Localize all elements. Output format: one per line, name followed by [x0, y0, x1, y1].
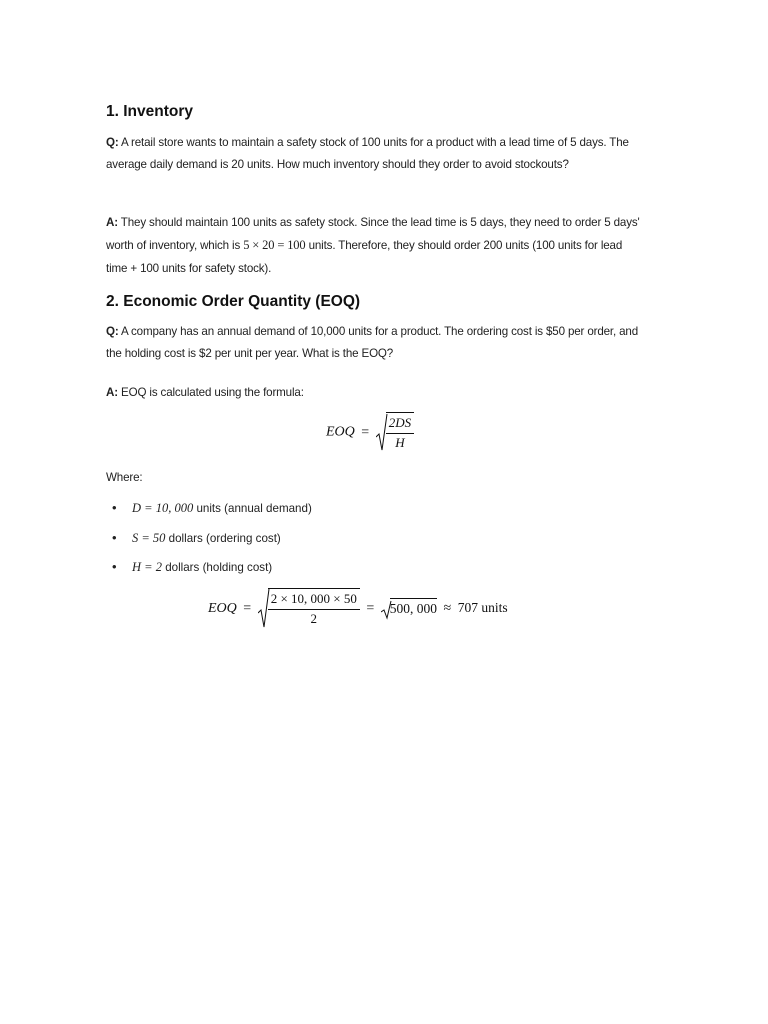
- answer-text-part1: They should maintain 100 units as safety stock. Since the lead time is 5 days, they need to order 5 days' worth of inventory, which is: [106, 216, 640, 253]
- question-label: Q:: [106, 325, 119, 338]
- question-text: A company has an annual demand of 10,000 units for a product. The ordering cost is $50 per order, and the holding cost is $2 per unit per year. What is the EOQ?: [106, 325, 639, 361]
- formula-denominator: H: [395, 435, 405, 450]
- variable-description: dollars (holding cost): [161, 561, 273, 574]
- list-item: [106, 524, 646, 554]
- answer-label: A:: [106, 216, 118, 229]
- answer-text: EOQ is calculated using the formula:: [117, 386, 304, 399]
- formula-fraction: [386, 415, 414, 451]
- approx-sign: ≈: [443, 601, 452, 617]
- square-root-value: [381, 598, 437, 620]
- where-label: Where:: [106, 471, 143, 484]
- question-eoq: [106, 321, 646, 366]
- variable-math: H = 2: [132, 560, 162, 574]
- root-value: 500, 000: [390, 598, 437, 617]
- square-root: [258, 588, 360, 630]
- variable-list: [106, 494, 646, 583]
- formula-result: 707 units: [457, 600, 508, 616]
- section-heading-inventory: 1. Inventory: [106, 103, 193, 120]
- question-inventory: [106, 132, 646, 177]
- formula-equals-2: =: [366, 601, 375, 617]
- inline-math-calculation: 5 × 20 = 100: [243, 238, 306, 253]
- answer-label: A:: [106, 386, 118, 399]
- question-text: A retail store wants to maintain a safety stock of 100 units for a product with a lead time of 5 days. The average daily demand is 20 units. How much inventory should they order to avoid stockouts?: [106, 136, 629, 172]
- variable-description: dollars (ordering cost): [165, 531, 281, 545]
- variable-math: D = 10, 000: [132, 501, 194, 515]
- list-item: [106, 553, 646, 583]
- list-item: [106, 494, 646, 524]
- formula-lhs: EOQ: [326, 424, 355, 440]
- formula-numerator: 2 × 10, 000 × 50: [268, 591, 360, 610]
- eoq-calculation-formula: [208, 588, 508, 630]
- question-label: Q:: [106, 136, 119, 149]
- answer-inventory: [106, 212, 646, 280]
- formula-denominator: 2: [310, 611, 318, 626]
- formula-equals: =: [361, 424, 370, 440]
- eoq-formula: [326, 412, 414, 453]
- answer-text-part2: units. Therefore, they should order 200 units (100 units for lead time + 100 units for safety stock).: [106, 239, 623, 275]
- formula-lhs: EOQ: [208, 601, 237, 617]
- formula-fraction: [268, 591, 360, 627]
- variable-description: units (annual demand): [193, 502, 312, 515]
- section-heading-eoq: 2. Economic Order Quantity (EOQ): [106, 293, 361, 310]
- formula-equals: =: [243, 601, 252, 617]
- square-root: [376, 412, 414, 453]
- formula-numerator: 2DS: [386, 415, 414, 434]
- variable-math: S = 50: [132, 530, 166, 545]
- answer-eoq: [106, 382, 646, 404]
